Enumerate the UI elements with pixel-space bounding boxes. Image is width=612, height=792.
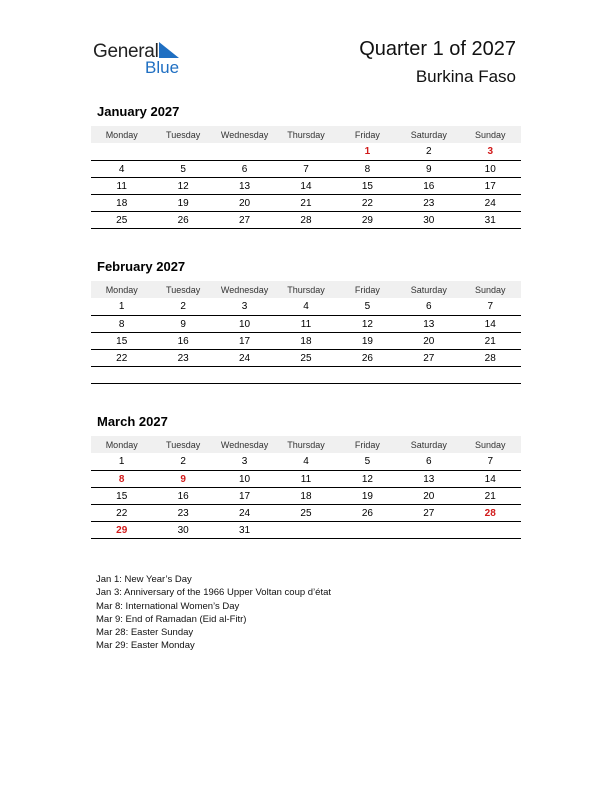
day-cell: 21 [300,197,312,209]
day-cell: 31 [238,524,251,536]
day-cell: 22 [116,352,128,364]
day-cell: 29 [361,214,373,226]
day-cell: 1 [118,301,125,312]
week-row [91,143,521,161]
day-cell: 11 [116,180,127,192]
day-cell: 19 [361,335,373,347]
month-grid [91,126,521,229]
week-row [91,178,521,195]
day-cell: 16 [177,335,189,347]
day-cell: 8 [118,318,125,330]
weekday-label: Friday [354,439,380,450]
month-title: March 2027 [97,414,168,429]
weekday-label: Thursday [287,439,325,450]
country-name: Burkina Faso [415,67,516,86]
day-cell: 3 [487,146,494,157]
day-cell: 16 [423,180,435,192]
day-cell: 28 [300,214,312,226]
day-cell: 24 [238,507,251,519]
day-cell: 30 [177,524,189,536]
week-row [91,505,521,522]
day-cell: 5 [364,301,371,312]
day-cell: 13 [423,473,435,485]
day-cell: 17 [238,490,251,502]
week-row [91,488,521,505]
day-cell: 15 [116,335,128,347]
week-row [91,316,521,333]
day-cell: 28 [484,352,496,364]
day-cell: 3 [241,456,248,467]
holiday-note: Mar 29: Easter Monday [96,640,195,652]
day-cell: 1 [364,146,371,157]
day-cell: 20 [238,197,251,209]
day-cell: 30 [423,214,435,226]
logo-blue-text: Blue [145,58,180,77]
day-cell: 12 [361,473,373,485]
day-cell: 12 [361,318,373,330]
holiday-notes [96,573,331,653]
week-row [91,212,521,229]
day-cell: 13 [238,180,251,192]
day-cell: 11 [300,473,312,485]
weekday-label: Wednesday [220,284,269,295]
day-cell: 21 [484,335,496,347]
weekday-label: Thursday [287,129,325,140]
day-cell: 8 [364,163,371,175]
weekday-label: Sunday [474,129,506,140]
day-cell: 5 [180,163,186,175]
logo [93,40,193,80]
day-cell: 4 [118,163,125,175]
day-cell: 6 [241,163,248,175]
day-cell: 21 [484,490,496,502]
weekday-label: Monday [105,129,138,140]
day-cell: 1 [118,456,125,467]
day-cell: 27 [238,214,251,226]
weekday-label: Tuesday [166,439,201,450]
day-cell: 25 [116,214,128,226]
holiday-note: Jan 3: Anniversary of the 1966 Upper Voltan coup d’état [96,587,332,599]
day-cell: 24 [484,197,496,209]
month-title: February 2027 [97,259,186,274]
weekday-header-row [91,436,521,453]
day-cell: 23 [177,352,189,364]
week-row [91,453,521,471]
weekday-label: Friday [354,129,380,140]
day-cell: 4 [303,456,309,467]
weekday-label: Monday [105,284,138,295]
day-cell: 28 [484,507,496,519]
weekday-label: Wednesday [220,439,269,450]
day-cell: 20 [423,335,435,347]
day-cell: 7 [487,301,494,312]
day-cell: 15 [116,490,128,502]
holiday-note: Mar 8: International Women’s Day [96,600,240,612]
weekday-label: Saturday [410,284,447,295]
day-cell: 13 [423,318,435,330]
day-cell: 20 [423,490,435,502]
day-cell: 26 [361,507,373,519]
day-cell: 11 [300,318,312,330]
day-cell: 22 [361,197,373,209]
day-cell: 9 [180,318,186,330]
day-cell: 29 [116,524,128,536]
day-cell: 7 [303,163,309,175]
day-cell: 27 [423,507,435,519]
day-cell: 10 [484,163,496,175]
day-cell: 18 [300,335,312,347]
day-cell: 4 [303,301,309,312]
day-cell: 10 [238,473,251,485]
day-cell: 3 [241,301,248,312]
weekday-label: Tuesday [166,129,201,140]
day-cell: 7 [487,456,494,467]
day-cell: 26 [177,214,189,226]
day-cell: 27 [423,352,435,364]
week-row [91,195,521,212]
day-cell: 17 [238,335,251,347]
day-cell: 9 [426,163,432,175]
day-cell: 12 [177,180,189,192]
holiday-note: Jan 1: New Year’s Day [96,574,192,585]
day-cell: 25 [300,352,312,364]
day-cell: 25 [300,507,312,519]
day-cell: 23 [423,197,435,209]
week-row [91,298,521,316]
month-calendar [91,259,521,384]
weekday-header-row [91,126,521,143]
weekday-label: Wednesday [220,129,269,140]
day-cell: 6 [426,301,432,312]
logo-general-text: General [93,41,159,62]
day-cell: 15 [361,180,373,192]
month-calendar [91,104,521,229]
day-cell: 22 [116,507,128,519]
day-cell: 14 [484,318,496,330]
day-cell: 17 [484,180,496,192]
weekday-label: Monday [105,439,138,450]
weekday-label: Friday [354,284,380,295]
day-cell: 2 [180,456,186,467]
weekday-label: Saturday [410,439,447,450]
weekday-label: Saturday [410,129,447,140]
weekday-label: Thursday [287,284,325,295]
month-title: January 2027 [97,104,180,119]
holiday-note: Mar 28: Easter Sunday [96,627,194,639]
week-row [91,522,521,539]
weekday-label: Sunday [474,439,506,450]
day-cell: 24 [238,352,251,364]
triangle-flag-icon [159,42,179,58]
day-cell: 18 [116,197,128,209]
day-cell: 5 [364,456,371,467]
week-row [91,367,521,384]
holiday-note: Mar 9: End of Ramadan (Eid al-Fitr) [96,613,247,625]
day-cell: 10 [238,318,251,330]
day-cell: 19 [361,490,373,502]
day-cell: 9 [180,473,186,485]
week-row [91,471,521,488]
week-row [91,350,521,367]
week-row [91,161,521,178]
week-row [91,333,521,350]
day-cell: 2 [426,146,432,157]
day-cell: 26 [361,352,373,364]
weekday-label: Tuesday [166,284,201,295]
day-cell: 6 [426,456,432,467]
day-cell: 14 [300,180,312,192]
month-grid [91,436,521,539]
day-cell: 19 [177,197,189,209]
page-title: Quarter 1 of 2027 [359,38,516,60]
month-grid [91,281,521,384]
day-cell: 23 [177,507,189,519]
day-cell: 16 [177,490,189,502]
weekday-header-row [91,281,521,298]
day-cell: 31 [484,214,496,226]
day-cell: 14 [484,473,496,485]
weekday-label: Sunday [474,284,506,295]
day-cell: 18 [300,490,312,502]
month-calendar [91,414,521,539]
day-cell: 2 [180,301,186,312]
day-cell: 8 [118,473,125,485]
